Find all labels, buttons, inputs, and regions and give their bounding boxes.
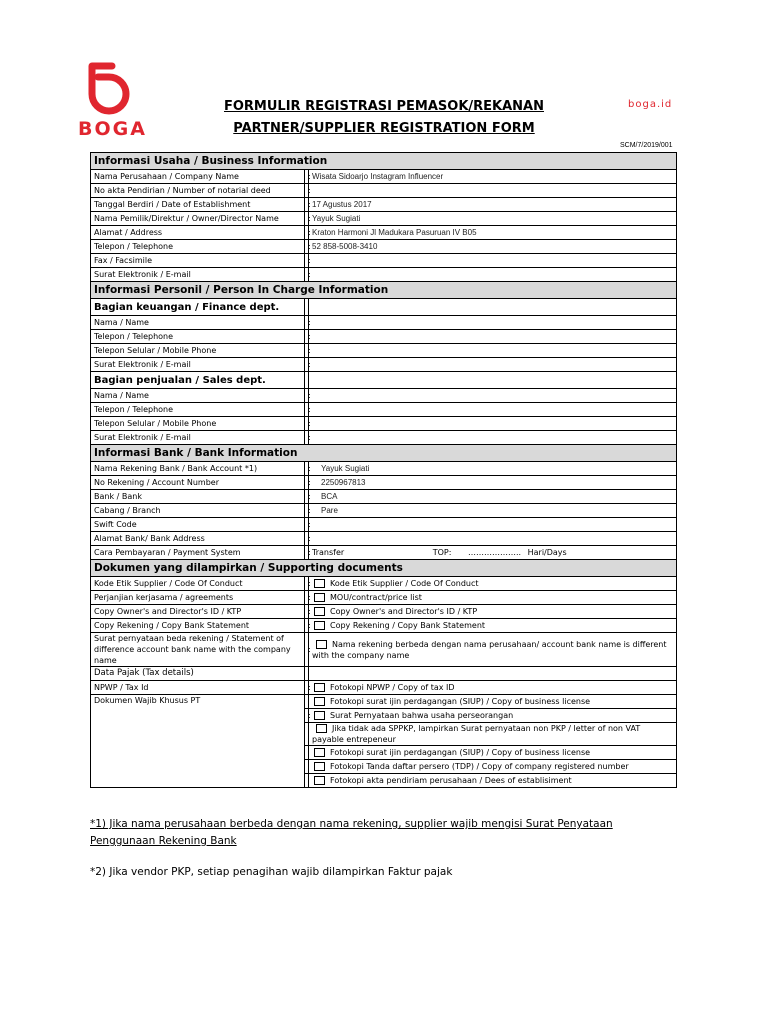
field-label: Surat Elektronik / E-mail [91,431,305,445]
footnote-2: *2) Jika vendor PKP, setiap penagihan wajib dilampirkan Faktur pajak [90,866,453,878]
bank-address-field[interactable] [309,532,677,546]
document-check-item [309,605,677,619]
field-label: Cabang / Branch [91,504,305,518]
subsection-finance [91,299,677,316]
document-check-item [309,591,677,605]
checkbox-label: Fotokopi NPWP / Copy of tax ID [330,683,455,692]
form-title-en: PARTNER/SUPPLIER REGISTRATION FORM [233,121,535,136]
field-label: Fax / Facsimile [91,254,305,268]
checkbox-non-pkp[interactable] [316,724,327,733]
field-label: No Rekening / Account Number [91,476,305,490]
field-label: Telepon / Telephone [91,330,305,344]
field-label: Telepon Selular / Mobile Phone [91,417,305,431]
logo-text: BOGA [78,118,147,140]
finance-mobile-field[interactable] [309,344,677,358]
document-check-item [309,681,677,695]
field-label: Cara Pembayaran / Payment System [91,546,305,560]
branch-field[interactable]: Pare [309,504,677,518]
field-label: Dokumen Wajib Khusus PT [91,695,305,788]
document-check-item [309,709,677,723]
checkbox-deed[interactable] [314,776,325,785]
company-name-field[interactable]: Wisata Sidoarjo Instagram Influencer [309,170,677,184]
checkbox-tdp[interactable] [314,762,325,771]
sales-email-field[interactable] [309,431,677,445]
field-label: NPWP / Tax Id [91,681,305,695]
field-label: Nama Pemilik/Direktur / Owner/Director Name [91,212,305,226]
checkbox-npwp[interactable] [314,683,325,692]
establishment-date-field[interactable]: 17 Agustus 2017 [309,198,677,212]
checkbox-label: Fotokopi surat ijin perdagangan (SIUP) / Copy of business license [330,697,591,706]
table-row [91,667,677,681]
checkbox-statement[interactable] [316,640,327,649]
checkbox-label: Jika tidak ada SPPKP, lampirkan Surat pernyataan non PKP / letter of non VAT payable entrepeneur [312,724,641,744]
document-check-item [309,723,677,746]
address-field[interactable]: Kraton Harmoni Jl Madukara Pasuruan IV B05 [309,226,677,240]
document-check-item [309,633,677,667]
table-row: Cara Pembayaran / Payment System : Transfer TOP: ……………….. Hari/Days [91,546,677,560]
section-heading: Informasi Personil / Person In Charge Information [91,282,677,299]
document-check-item [309,577,677,591]
section-personnel [91,282,677,299]
checkbox-label: Copy Owner's and Director's ID / KTP [330,607,478,616]
sales-name-field[interactable] [309,389,677,403]
checkbox-label: Nama rekening berbeda dengan nama perusahaan/ account bank name is different with the company name [312,639,667,660]
table-row: Telepon / Telephone : 52 858-5008-3410 [91,240,677,254]
table-row: No akta Pendirian / Number of notarial deed : [91,184,677,198]
director-name-field[interactable]: Yayuk Sugiati [309,212,677,226]
section-heading: Dokumen yang dilampirkan / Supporting documents [91,560,677,577]
checkbox-siup[interactable] [314,697,325,706]
field-label: Telepon / Telephone [91,240,305,254]
fax-field[interactable] [309,254,677,268]
field-label: Alamat Bank/ Bank Address [91,532,305,546]
registration-form-table [90,152,677,788]
field-label: Perjanjian kerjasama / agreements [91,591,305,605]
notarial-deed-field[interactable] [309,184,677,198]
table-row: Nama Pemilik/Direktur / Owner/Director Name : Yayuk Sugiati [91,212,677,226]
section-bank [91,445,677,462]
payment-system-field[interactable] [309,546,677,560]
table-row: Alamat Bank/ Bank Address : [91,532,677,546]
footnote-1: *1) Jika nama perusahaan berbeda dengan nama rekening, supplier wajib mengisi Surat Penyataan Penggunaan Rekening Bank [90,818,613,847]
finance-name-field[interactable] [309,316,677,330]
table-row: Surat Elektronik / E-mail : [91,268,677,282]
checkbox-label: Fotokopi surat ijin perdagangan (SIUP) / Copy of business license [330,748,591,757]
field-label: Alamat / Address [91,226,305,240]
table-row: Kode Etik Supplier / Code Of Conduct : Kode Etik Supplier / Code Of Conduct [91,577,677,591]
table-row: Telepon Selular / Mobile Phone : [91,344,677,358]
site-url: boga.id [628,99,673,110]
table-row: Fax / Facsimile : [91,254,677,268]
telephone-field[interactable]: 52 858-5008-3410 [309,240,677,254]
section-documents [91,560,677,577]
table-row: Nama Rekening Bank / Bank Account *1) : Yayuk Sugiati [91,462,677,476]
checkbox-label: Copy Rekening / Copy Bank Statement [330,621,486,630]
document-code: SCM/7/2019/001 [620,142,673,149]
table-row: Nama Perusahaan / Company Name : Wisata Sidoarjo Instagram Influencer [91,170,677,184]
subsection-heading: Bagian keuangan / Finance dept. [91,299,305,316]
field-label: Kode Etik Supplier / Code Of Conduct [91,577,305,591]
table-row: Surat Elektronik / E-mail : [91,431,677,445]
payment-value: Transfer [312,548,345,557]
field-label: Nama / Name [91,389,305,403]
table-row: Nama / Name : [91,389,677,403]
field-label: Telepon Selular / Mobile Phone [91,344,305,358]
document-check-item [309,695,677,709]
checkbox-ktp[interactable] [314,607,325,616]
email-field[interactable] [309,268,677,282]
checkbox-agreements[interactable] [314,593,325,602]
field-label: Surat Elektronik / E-mail [91,268,305,282]
form-title-id: FORMULIR REGISTRASI PEMASOK/REKANAN [223,99,544,114]
table-row: Telepon Selular / Mobile Phone : [91,417,677,431]
document-check-item [309,760,677,774]
table-row: Tanggal Berdiri / Date of Establishment : 17 Agustus 2017 [91,198,677,212]
table-row: NPWP / Tax Id : Fotokopi NPWP / Copy of tax ID [91,681,677,695]
checkbox-bank-statement[interactable] [314,621,325,630]
checkbox-siup-2[interactable] [314,748,325,757]
account-number-field[interactable]: 2250967813 [309,476,677,490]
table-row: Surat pernyataan beda rekening / Statement of difference account bank name with the company name : Nama rekening berbeda dengan nama perusahaan/ account bank name is different with the company name [91,633,677,667]
field-label: Telepon / Telephone [91,403,305,417]
field-label: Nama / Name [91,316,305,330]
section-heading: Informasi Bank / Bank Information [91,445,677,462]
document-check-item [309,619,677,633]
section-business [91,153,677,170]
swift-code-field[interactable] [309,518,677,532]
top-label: TOP: [432,548,452,557]
checkbox-label: Fotokopi akta pendiriam perusahaan / Dees of establisiment [330,776,572,785]
bank-name-field[interactable]: BCA [309,490,677,504]
field-label: Nama Perusahaan / Company Name [91,170,305,184]
table-row: Cabang / Branch : Pare [91,504,677,518]
field-label: Swift Code [91,518,305,532]
field-label: Nama Rekening Bank / Bank Account *1) [91,462,305,476]
top-unit: Hari/Days [527,548,567,557]
checkbox-label: Fotokopi Tanda daftar persero (TDP) / Copy of company registered number [330,762,629,771]
subsection-heading: Bagian penjualan / Sales dept. [91,372,305,389]
checkbox-label: Kode Etik Supplier / Code Of Conduct [330,579,479,588]
checkbox-code-of-conduct[interactable] [314,579,325,588]
field-label: Bank / Bank [91,490,305,504]
field-label: Tanggal Berdiri / Date of Establishment [91,198,305,212]
table-row: Surat Elektronik / E-mail : [91,358,677,372]
checkbox-label: MOU/contract/price list [330,593,422,602]
document-check-item [309,774,677,788]
top-days-field[interactable]: ……………….. [467,548,522,557]
subsection-sales [91,372,677,389]
table-row: No Rekening / Account Number : 2250967813 [91,476,677,490]
table-row: Bank / Bank : BCA [91,490,677,504]
table-row: Alamat / Address : Kraton Harmoni Jl Madukara Pasuruan IV B05 [91,226,677,240]
field-label: Copy Owner's and Director's ID / KTP [91,605,305,619]
field-label: Surat Elektronik / E-mail [91,358,305,372]
checkbox-sole-proprietor[interactable] [314,711,325,720]
table-row: Perjanjian kerjasama / agreements : MOU/contract/price list [91,591,677,605]
sales-telephone-field[interactable] [309,403,677,417]
table-row: Copy Owner's and Director's ID / KTP : Copy Owner's and Director's ID / KTP [91,605,677,619]
section-heading: Informasi Usaha / Business Information [91,153,677,170]
field-label: Surat pernyataan beda rekening / Statement of difference account bank name with the company name [91,633,305,667]
finance-telephone-field[interactable] [309,330,677,344]
field-label: No akta Pendirian / Number of notarial deed [91,184,305,198]
checkbox-label: Surat Pernyataan bahwa usaha perseorangan [330,711,514,720]
document-check-item [309,746,677,760]
table-row: Copy Rekening / Copy Bank Statement : Copy Rekening / Copy Bank Statement [91,619,677,633]
table-row [91,695,677,709]
sales-mobile-field[interactable] [309,417,677,431]
table-row: : Surat Pernyataan bahwa usaha perseorangan [91,709,677,723]
table-row: Swift Code : [91,518,677,532]
field-label: Data Pajak (Tax details) [91,667,305,681]
bank-account-name-field[interactable]: Yayuk Sugiati [309,462,677,476]
table-row: Nama / Name : [91,316,677,330]
table-row: Telepon / Telephone : [91,330,677,344]
field-label: Copy Rekening / Copy Bank Statement [91,619,305,633]
finance-email-field[interactable] [309,358,677,372]
table-row: Telepon / Telephone : [91,403,677,417]
